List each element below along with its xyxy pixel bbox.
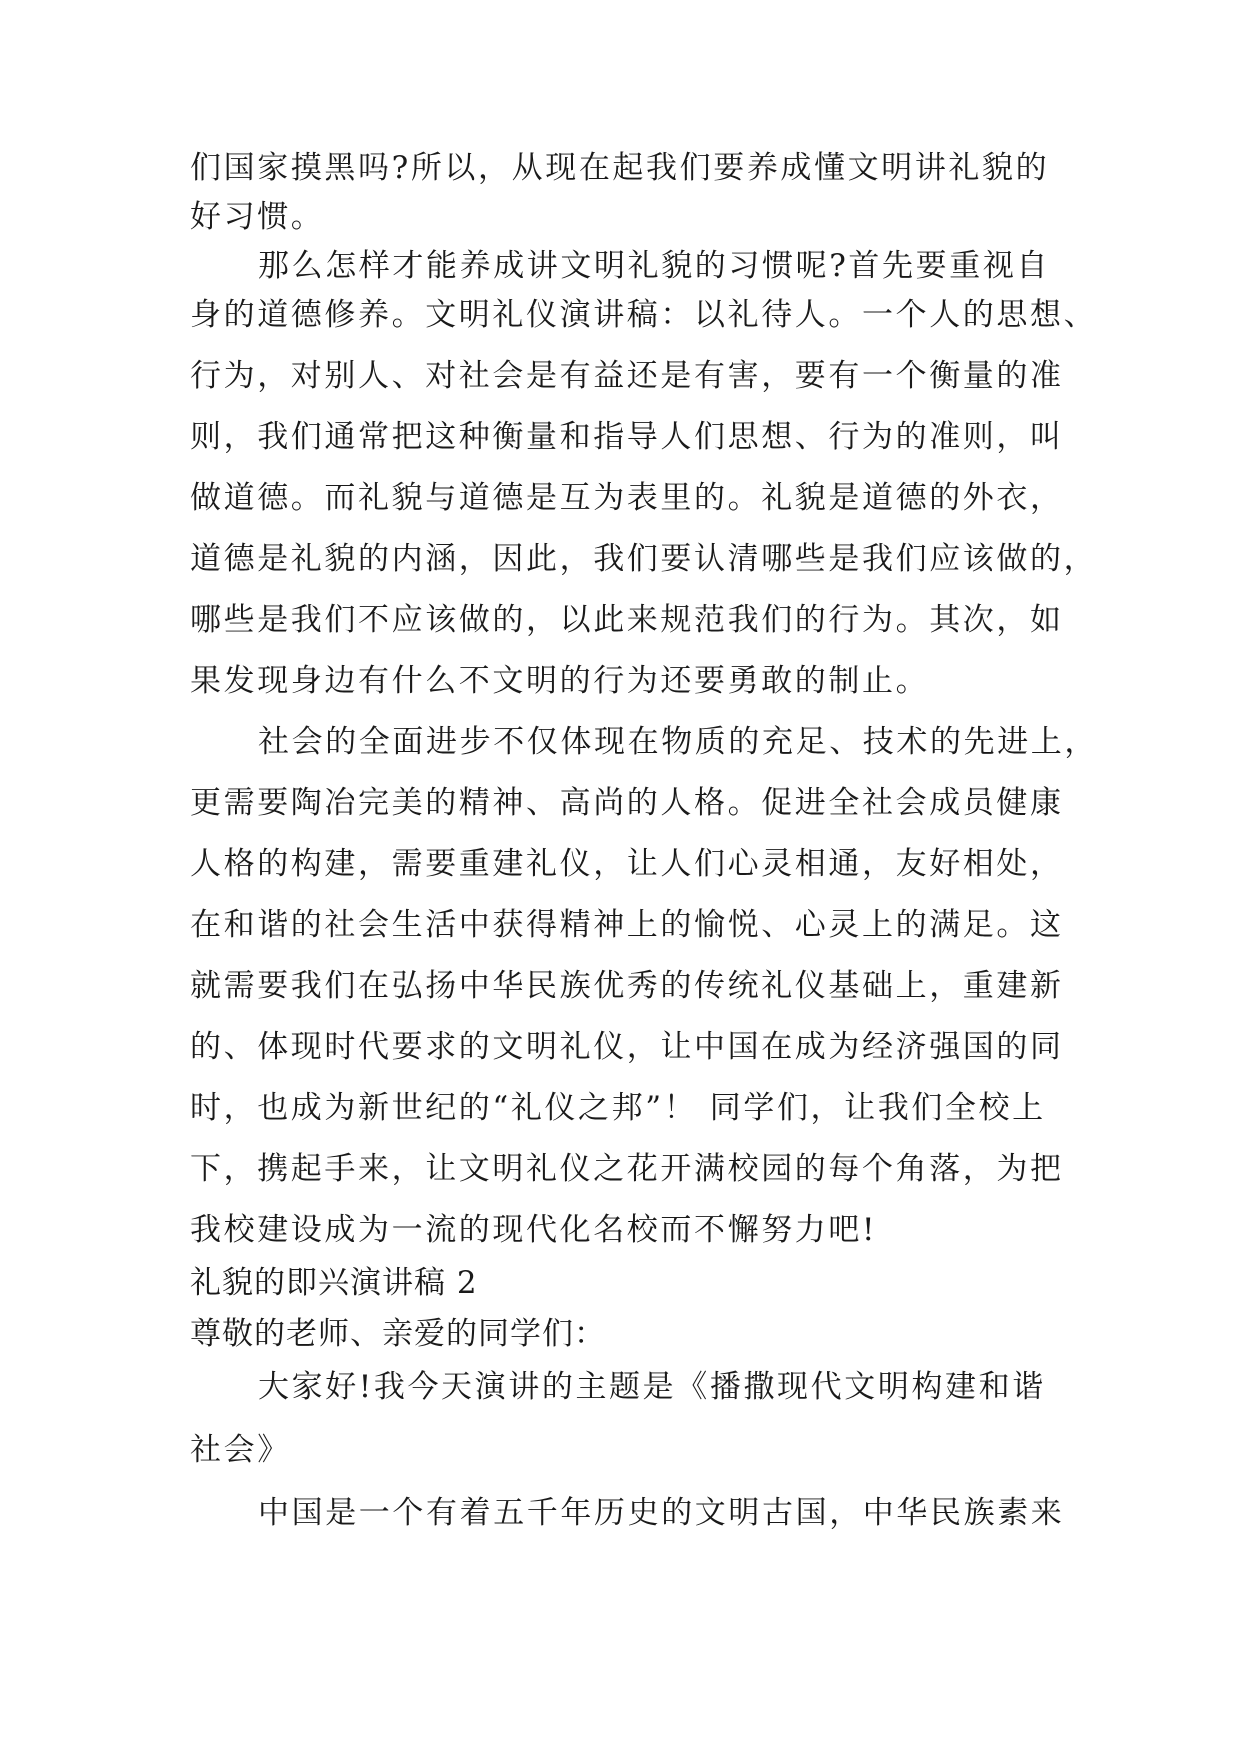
body-line: 人格的构建，需要重建礼仪，让人们心灵相通，友好相处， (190, 846, 1064, 882)
body-line: 好习惯。 (190, 199, 325, 235)
paragraph-start-line: 社会的全面进步不仅体现在物质的充足、技术的先进上， (258, 724, 1098, 760)
body-line: 在和谐的社会生活中获得精神上的愉悦、心灵上的满足。这 (190, 907, 1064, 943)
body-line: 做道德。而礼貌与道德是互为表里的。礼貌是道德的外衣， (190, 480, 1064, 516)
body-line: 的、体现时代要求的文明礼仪，让中国在成为经济强国的同 (190, 1029, 1064, 1065)
body-line: 就需要我们在弘扬中华民族优秀的传统礼仪基础上，重建新 (190, 968, 1064, 1004)
paragraph-start-line: 中国是一个有着五千年历史的文明古国，中华民族素来 (258, 1495, 1065, 1531)
body-line: 则，我们通常把这种衡量和指导人们思想、行为的准则，叫 (190, 419, 1064, 455)
body-line: 我校建设成为一流的现代化名校而不懈努力吧! (190, 1212, 878, 1248)
section-heading: 礼貌的即兴演讲稿 2 (190, 1265, 478, 1301)
body-line: 身的道德修养。文明礼仪演讲稿：以礼待人。一个人的思想、 (190, 297, 1098, 333)
body-line: 果发现身边有什么不文明的行为还要勇敢的制止。 (190, 663, 930, 699)
body-line: 更需要陶冶完美的精神、高尚的人格。促进全社会成员健康 (190, 785, 1064, 821)
body-line: 道德是礼貌的内涵，因此，我们要认清哪些是我们应该做的， (190, 541, 1098, 577)
paragraph-start-line: 那么怎样才能养成讲文明礼貌的习惯呢?首先要重视自 (258, 248, 1051, 284)
body-line: 下，携起手来，让文明礼仪之花开满校园的每个角落，为把 (190, 1151, 1064, 1187)
body-line: 行为，对别人、对社会是有益还是有害，要有一个衡量的准 (190, 358, 1064, 394)
body-line: 时，也成为新世纪的“礼仪之邦”！ 同学们，让我们全校上 (190, 1090, 1046, 1126)
body-line: 社会》 (190, 1432, 291, 1468)
salutation: 尊敬的老师、亲爱的同学们： (190, 1316, 606, 1352)
body-line: 们国家摸黑吗?所以，从现在起我们要养成懂文明讲礼貌的 (190, 150, 1050, 186)
body-line: 哪些是我们不应该做的，以此来规范我们的行为。其次，如 (190, 602, 1064, 638)
paragraph-start-line: 大家好!我今天演讲的主题是《播撒现代文明构建和谐 (258, 1369, 1046, 1405)
